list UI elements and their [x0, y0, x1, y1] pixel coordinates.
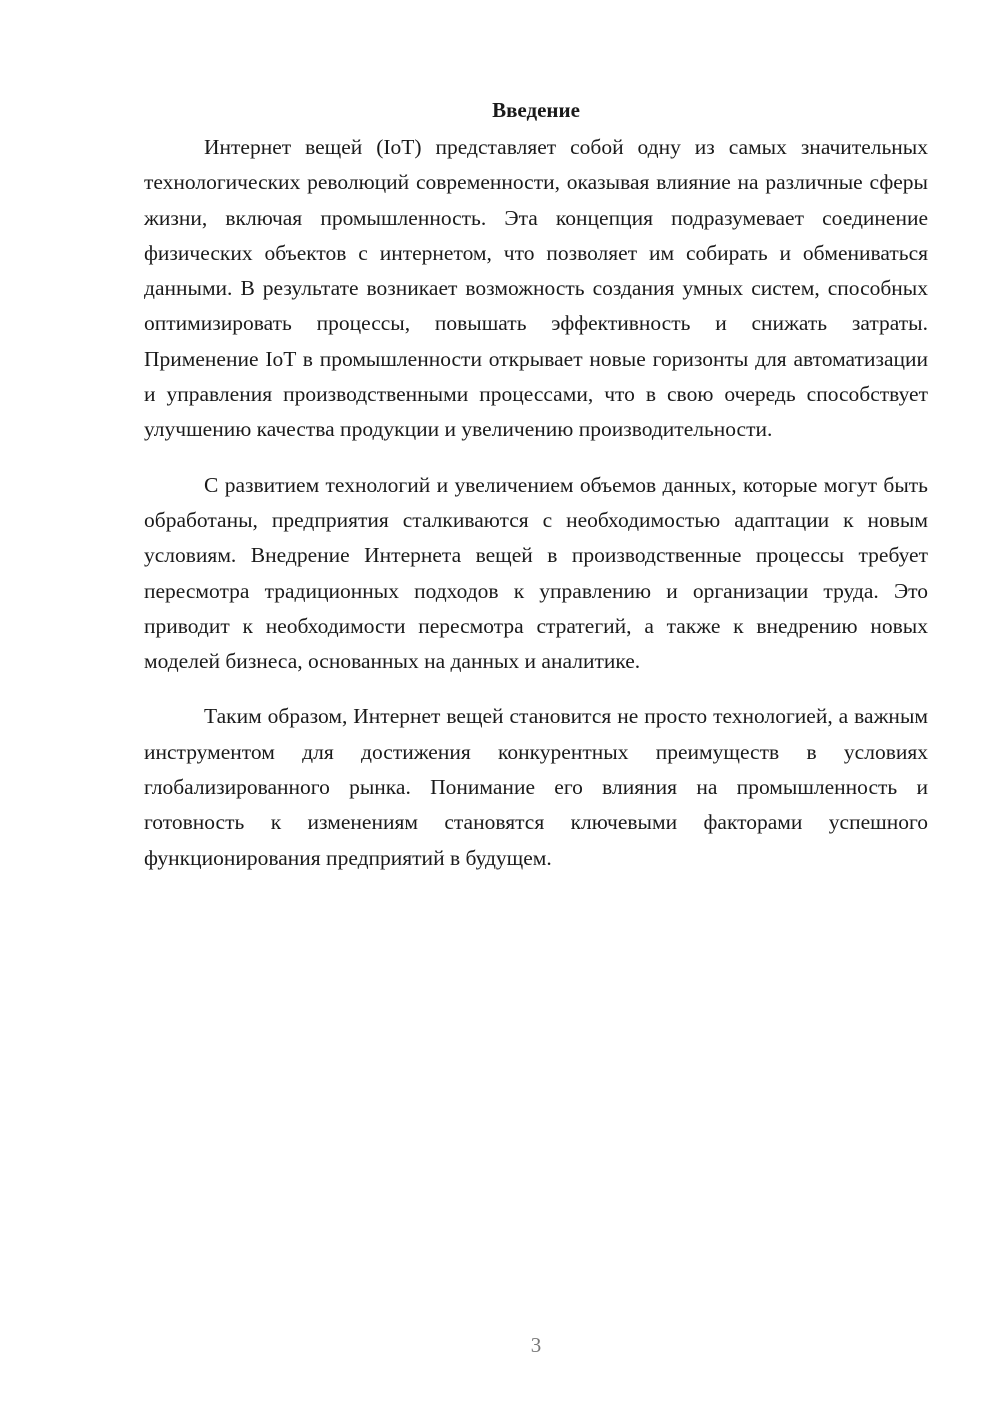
paragraph-3: Таким образом, Интернет вещей становится не просто технологией, а важным инструментом для достижения конкурентных преимуществ в условиях глобализированного рынка. Понимание его влияния на промышленность и готовность к изменениям становятся ключевыми факторами успешного функционирования предприятий в будущем.: [144, 704, 928, 870]
paragraph-2: С развитием технологий и увеличением объемов данных, которые могут быть обработаны, предприятия сталкиваются с необходимостью адаптации к новым условиям. Внедрение Интернета вещей в производственные процессы требует пересмотра традиционных подходов к управлению и организации труда. Это приводит к необходимости пересмотра стратегий, а также к внедрению новых моделей бизнеса, основанных на данных и аналитике.: [144, 472, 928, 674]
page-content: [144, 92, 928, 896]
page-number: 3: [530, 1333, 542, 1357]
section-title: Введение: [492, 98, 580, 122]
paragraph-1: Интернет вещей (IoT) представляет собой одну из самых значительных технологических революций современности, оказывая влияние на различные сферы жизни, включая промышленность. Эта концепция подразумевает соединение физических объектов с интернетом, что позволяет им собирать и обмениваться данными. В результате возникает возможность создания умных систем, способных оптимизировать процессы, повышать эффективность и снижать затраты. Применение IoT в промышленности открывает новые горизонты для автоматизации и управления производственными процессами, что в свою очередь способствует улучшению качества продукции и увеличению производительности.: [144, 135, 928, 442]
